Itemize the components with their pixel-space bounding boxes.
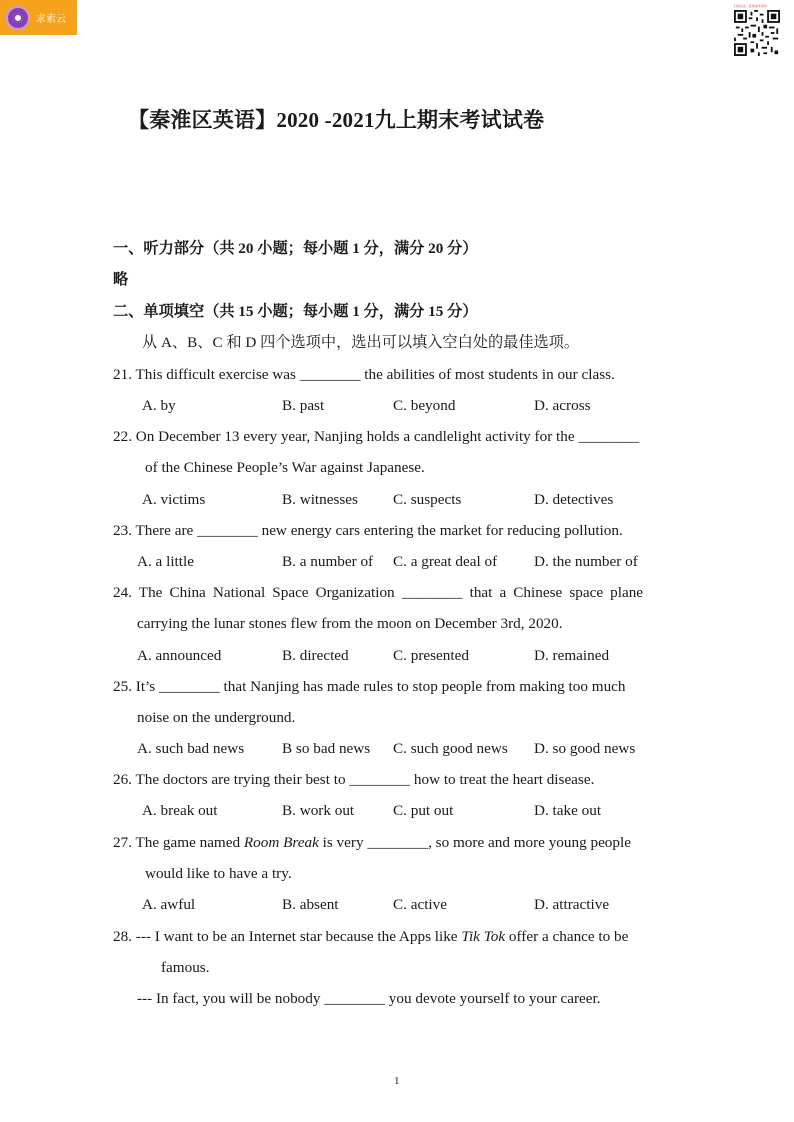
qr-code-block — [734, 4, 782, 56]
q24-option-b: B. directed — [282, 647, 349, 664]
question-28-reply: --- In fact, you will be nobody ________ you devote yourself to your career. — [137, 990, 601, 1007]
q21-option-b: B. past — [282, 397, 325, 414]
q25-option-c: C. such good news — [393, 740, 508, 757]
question-28-stem-cont: famous. — [161, 959, 210, 976]
page-number: 1 — [394, 1075, 400, 1087]
q21-option-a: A. by — [142, 397, 176, 414]
q27-option-c: C. active — [393, 896, 447, 913]
question-23-stem: 23. There are ________ new energy cars entering the market for reducing pollution. — [113, 522, 623, 539]
q28-app-name: Tik Tok — [461, 928, 506, 945]
q25-option-a: A. such bad news — [137, 740, 245, 757]
q21-option-d: D. across — [534, 397, 591, 414]
logo-icon — [6, 6, 30, 30]
q22-option-b: B. witnesses — [282, 491, 358, 508]
q27-option-d: D. attractive — [534, 896, 610, 913]
section1-heading: 一、听力部分（共 20 小题；每小题 1 分，满分 20 分） — [113, 240, 478, 257]
q24-option-c: C. presented — [393, 647, 469, 664]
logo-text: 求索云 — [36, 14, 66, 25]
q23-option-a: A. a little — [137, 553, 194, 570]
question-27-stem — [113, 834, 631, 852]
q22-option-c: C. suspects — [393, 491, 462, 508]
q26-option-a: A. break out — [142, 802, 218, 819]
brand-logo — [0, 0, 77, 35]
question-25-stem: 25. It’s ________ that Nanjing has made rules to stop people from making too much — [113, 678, 626, 695]
q27-text-post: is very ________, so more and more young people — [318, 834, 631, 851]
qr-caption: 扫码关注 · 获取更多资料 — [734, 4, 767, 8]
q26-option-c: C. put out — [393, 802, 454, 819]
q23-option-d: D. the number of — [534, 553, 638, 570]
qr-code-icon — [734, 10, 780, 56]
q27-text-pre: 27. The game named — [113, 834, 244, 851]
q26-option-b: B. work out — [282, 802, 355, 819]
q24-option-d: D. remained — [534, 647, 610, 664]
q28-text-post: offer a chance to be — [505, 928, 629, 945]
q21-option-c: C. beyond — [393, 397, 456, 414]
q27-option-b: B. absent — [282, 896, 339, 913]
q27-game-title: Room Break — [243, 834, 319, 851]
question-22-stem-cont: of the Chinese People’s War against Japanese. — [145, 459, 425, 476]
question-24-stem-cont: carrying the lunar stones flew from the moon on December 3rd, 2020. — [137, 615, 563, 632]
q26-option-d: D. take out — [534, 802, 602, 819]
question-28-stem — [113, 928, 628, 946]
question-25-stem-cont: noise on the underground. — [137, 709, 296, 726]
q23-option-b: B. a number of — [282, 553, 374, 570]
q22-option-a: A. victims — [142, 491, 206, 508]
question-21-stem: 21. This difficult exercise was ________ the abilities of most students in our class. — [113, 366, 615, 383]
section1-note: 略 — [113, 271, 129, 288]
question-27-stem-cont: would like to have a try. — [145, 865, 292, 882]
q27-option-a: A. awful — [142, 896, 196, 913]
q25-option-d: D. so good news — [534, 740, 636, 757]
q24-option-a: A. announced — [137, 647, 222, 664]
q23-option-c: C. a great deal of — [393, 553, 498, 570]
question-26-stem: 26. The doctors are trying their best to ________ how to treat the heart disease. — [113, 771, 595, 788]
q28-text-pre: 28. --- I want to be an Internet star because the Apps like — [113, 928, 462, 945]
question-22-stem: 22. On December 13 every year, Nanjing holds a candlelight activity for the ________ — [113, 428, 640, 445]
exam-title: 【秦淮区英语】2020 -2021九上期末考试试卷 — [128, 108, 545, 132]
q22-option-d: D. detectives — [534, 491, 614, 508]
q25-option-b: B so bad news — [282, 740, 371, 757]
question-24-stem: 24. The China National Space Organization ________ that a Chinese space plane — [113, 584, 644, 601]
section2-instruction: 从 A、B、C 和 D 四个选项中，选出可以填入空白处的最佳选项。 — [142, 334, 580, 351]
section2-heading: 二、单项填空（共 15 小题；每小题 1 分，满分 15 分） — [113, 303, 478, 320]
